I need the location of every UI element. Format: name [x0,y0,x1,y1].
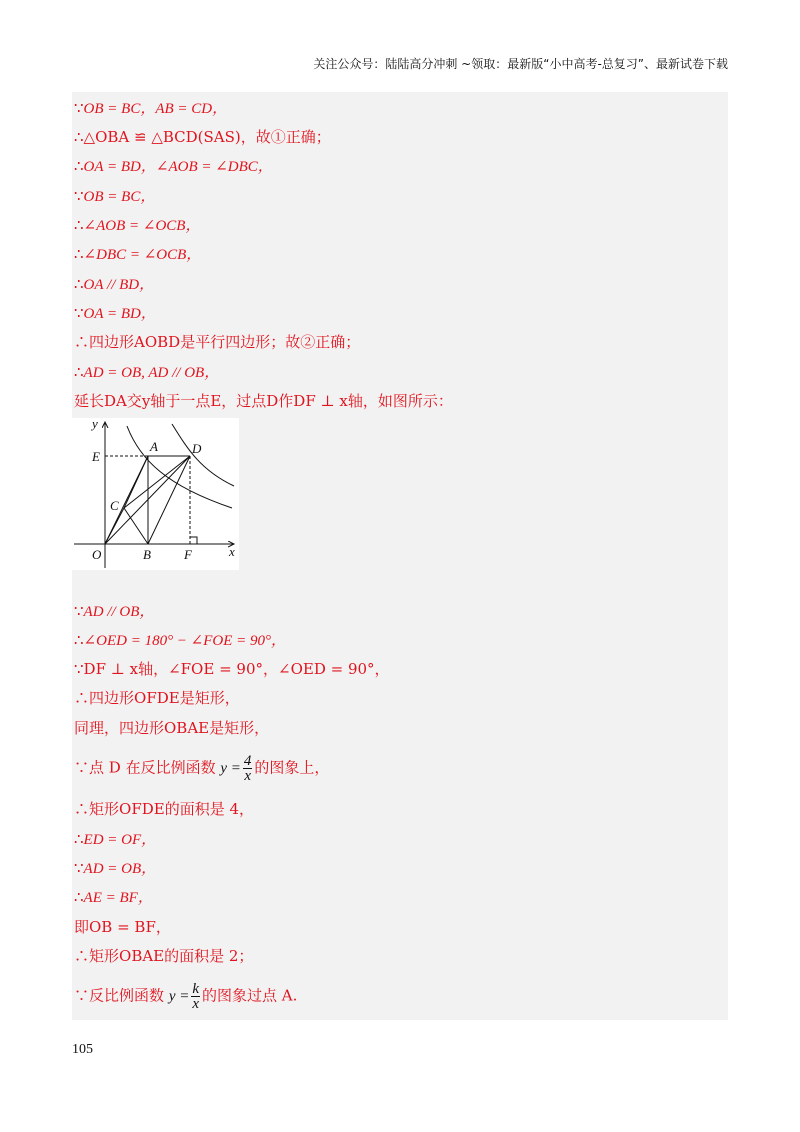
fraction: $\frac{k}{x}$ [192,981,200,1012]
proof-line: ∵AD // OB， [74,602,155,620]
proof-line: ∴OA = BD，∠AOB = ∠DBC， [74,157,273,175]
proof-line: 延长DA交y轴于一点E，过点D作DF ⊥ x轴，如图所示： [74,392,453,410]
proof-line: 同理，四边形OBAE是矩形， [74,719,270,737]
proof-line: ∴AD = OB, AD // OB， [74,363,220,381]
page-header: 关注公众号：陆陆高分冲刺 ~领取：最新版“小中高考-总复习”、最新试卷下载 [313,57,728,71]
hyperbola-4 [172,424,234,486]
proof-line: ∴矩形OBAE的面积是 2； [74,947,254,965]
label-x: x [229,544,235,559]
geometry-figure [72,418,239,570]
label-C: C [110,498,119,513]
proof-line: ∴四边形AOBD是平行四边形；故②正确； [74,333,361,351]
proof-line: ∴△OBA ≌ △BCD(SAS)，故①正确； [74,128,331,146]
proof-line: ∴∠DBC = ∠OCB， [74,245,202,263]
proof-line: 即OB = BF， [74,918,171,936]
proof-line: ∴AE = BF， [74,888,153,906]
label-B: B [143,547,151,562]
proof-line: ∵DF ⊥ x轴，∠FOE = 90°，∠OED = 90°， [74,660,390,678]
proof-line: ∴∠AOB = ∠OCB， [74,216,201,234]
label-y: y [92,418,98,431]
proof-line: ∵AD = OB， [74,859,157,877]
label-A: A [150,439,158,454]
proof-line: ∴ED = OF， [74,830,157,848]
proof-line: ∵OB = BC， [74,187,156,205]
proof-line: ∴矩形OFDE的面积是 4， [74,800,255,818]
fraction: $\frac{4}{x}$ [243,753,252,784]
proof-line: ∵点 D 在反比例函数 y = $\frac{4}{x}$ 的图象上， [74,753,330,784]
right-angle-mark [190,537,197,544]
proof-line: ∵OB = BC，AB = CD， [74,99,228,117]
label-D: D [192,441,202,456]
proof-line: ∴四边形OFDE是矩形， [74,689,240,707]
proof-line: ∴∠OED = 180° − ∠FOE = 90°， [74,631,287,649]
page-number: 105 [72,1042,93,1057]
solution-block [72,92,728,1020]
label-E: E [92,449,100,464]
proof-line: ∴OA // BD， [74,275,155,293]
proof-line: ∵OA = BD， [74,304,156,322]
label-F: F [184,547,192,562]
label-O: O [92,547,102,562]
proof-line: ∵反比例函数 y = $\frac{k}{x}$ 的图象过点 A. [74,981,298,1012]
